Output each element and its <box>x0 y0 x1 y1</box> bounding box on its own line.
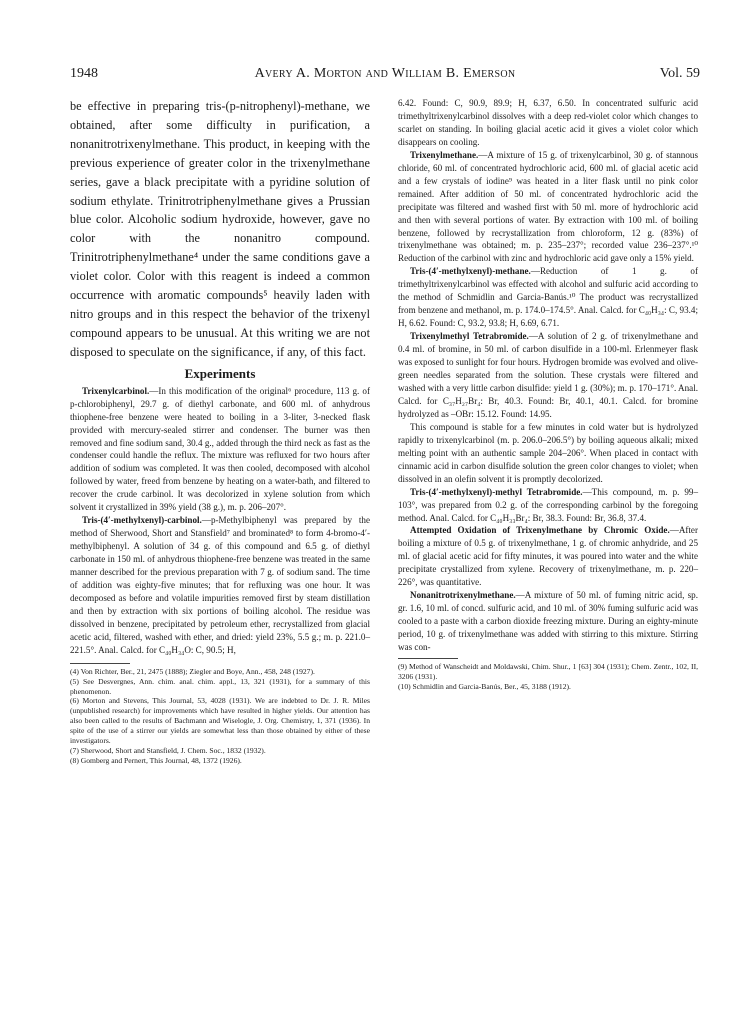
procedure-text: —Reduction of 1 g. of trimethyltrixenylcarbinol was effected with alcohol and sulfuric acid according to the method of Schmidlin and Garcia-Banús.¹⁰ The product was recrystallized from benzene and methanol, m. p. 174.0–174.5°. Anal. Calcd. for C₄₀H₃₄: C, 93.4; H, 6.62. Found: C, 93.2, 93.8; H, 6.69, 6.71. <box>398 266 698 329</box>
volume-label: Vol. 59 <box>659 66 700 81</box>
footnote: (9) Method of Wanscheidt and Moldawski, Chim. Shur., 1 [63] 304 (1931); Chem. Zentr., 102, II, 3206 (1931). <box>398 661 698 681</box>
procedure-methyl-tetrabromide <box>398 486 698 525</box>
footnote: (5) See Desvergnes, Ann. chim. anal. chim. appl., 13, 321 (1931), for a summary of this phenomenon. <box>70 676 370 696</box>
running-header <box>70 66 700 86</box>
procedure-text: —In this modification of the original⁶ procedure, 113 g. of p-chlorobiphenyl, 29.7 g. of diethyl carbonate, and 600 ml. of anhydrous thiophene-free benzene were heated to boiling in a 3-liter, 3-necked flask provided with mercury-sealed stirrer and condenser. The burner was then removed and fine sodium sand, 30.4 g., added through the third neck as fast as the condenser could handle the reflux. The mixture was refluxed for two hours after addition of sodium was completed. It was then cooled, decomposed with alcohol followed by water, freed from benzene by heating on a water-bath, and filtered to recover the crude carbinol. It was decolorized in xylene solution from which solvent it crystallized in 39% yield (38 g.), m. p. 206–207°. <box>70 385 370 513</box>
procedure-text: —A mixture of 15 g. of trixenylcarbinol, 30 g. of stannous chloride, 60 ml. of concentrated hydrochloric acid, 600 ml. of glacial acetic acid and a few crystals of iodine⁹ was heated in a liter flask until no pink color remained. After addition of 50 ml. of concentrated hydrochloric acid the precipitate was filtered and washed first with 50 ml. more of hydrochloric acid and then with several portions of water. By extraction with 100 ml. of boiling benzene, followed by recrystallization from chloroform, 12 g. (83%) of trixenylmethane was obtained; m. p. 235–237°; recorded value 236–237°.¹⁰ Reduction of the carbinol with zinc and hydrochloric acid gave only a 15% yield. <box>398 149 698 264</box>
procedure-text: —This compound, m. p. 99–103°, was prepared from 0.2 g. of the corresponding carbinol by the foregoing method. Anal. Calcd. for C₄₀H₃₃Br₄: Br, 38.3. Found: Br, 36.8, 37.4. <box>398 486 698 523</box>
procedure-methylxenyl-methane <box>398 265 698 330</box>
procedure-heading: Attempted Oxidation of Trixenylmethane by Chromic Oxide. <box>410 525 670 536</box>
intro-paragraph: be effective in preparing tris-(p-nitrophenyl)-methane, we obtained, after some difficulty in purification, a nonanitrotrixenylmethane. This product, in keeping with the previous experience of greater color in the trixenylmethane series, gave a black precipitate with a pyridine solution of sodium ethylate. Trinitrotriphenylmethane gives a Prussian blue color. Alcoholic sodium hydroxide, however, gave no color with the nonanitro compound. Trinitrotriphenylmethane⁴ under the same conditions gave a violet color. Color with this reagent is indeed a common occurrence with aromatic compounds⁵ heavily laden with nitro groups and in this respect the behavior of the trixenyl compound appears to be unusual. At this writing we are not disposed to speculate on the significance, if any, of this fact. <box>70 99 370 359</box>
stability-paragraph: This compound is stable for a few minutes in cold water but is hydrolyzed rapidly to trixenylcarbinol (m. p. 206.0–206.5°) by boiling aqueous alkali; mixed melting point with an authentic sample 204–206°. When placed in contact with cinnamic acid in carbon disulfide solution the green color changes to violet; when dissolved in an olefin solvent it is promptly decolorized. <box>398 421 698 484</box>
footnote-divider <box>70 663 130 664</box>
procedure-heading: Trixenylmethyl Tetrabromide. <box>410 331 529 342</box>
analysis-continuation: 6.42. Found: C, 90.9, 89.9; H, 6.37, 6.50. In concentrated sulfuric acid trimethyltrixenylcarbinol dissolves with a deep red-violet color which changes to scarlet on standing. In boiling glacial acetic acid it gives a violet color which disappears on cooling. <box>398 98 698 147</box>
section-title: Experiments <box>184 365 256 381</box>
footnote: (7) Sherwood, Short and Stansfield, J. Chem. Soc., 1832 (1932). <box>70 745 266 755</box>
procedure-text: —p-Methylbiphenyl was prepared by the method of Sherwood, Short and Stansfield⁷ and brominated⁸ to form 4-bromo-4′-methylbiphenyl. A solution of 34 g. of this compound and 6.5 g. of diethyl carbonate in 150 ml. of anhydrous thiophene-free benzene was treated in the same manner described for the previous preparation with 7 g. of sodium sand. The time of addition was eighty-five minutes; that for refluxing was one hour. It was decomposed as before and volatile impurities removed first by steam distillation and then by extraction with six portions of boiling alcohol. The residue was dissolved in benzene, precipitated by petroleum ether, recrystallized from glacial acetic acid, filtered, washed with ether, and dried: yield 23%, 5.5 g.; m. p. 221.0–221.5°. Anal. Calcd. for C₄₀H₃₄O: C, 90.5; H, <box>70 515 370 655</box>
procedure-tetrabromide <box>398 330 698 421</box>
procedure-text: —A solution of 2 g. of trixenylmethane and 0.4 ml. of bromine, in 50 ml. of carbon disulfide in a 100-ml. Erlenmeyer flask was exposed to sunlight for four hours. Hydrogen bromide was evolved and olive-green needles separated from the solution. These crystals were filtered and washed with a very little carbon disulfide: yield 1 g. (30%); m. p. 170–171°. Anal. Calcd. for C₃₇H₂₇Br₄: Br, 40.3. Found: Br, 40.1, 40.1. Calcd. for bromine hydrolyzed as –OBr: 15.12. Found: 14.95. <box>398 331 698 419</box>
footnote-divider <box>398 658 458 659</box>
footnotes-left <box>70 667 370 766</box>
procedure-heading: Trixenylmethane. <box>410 149 479 160</box>
procedure-trixenylcarbinol <box>70 385 370 515</box>
procedure-oxidation <box>398 524 698 589</box>
procedure-heading: Tris-(4′-methylxenyl)-methyl Tetrabromide. <box>410 486 583 497</box>
right-column <box>398 97 698 692</box>
footnote: (10) Schmidlin and Garcia-Banús, Ber., 45, 3188 (1912). <box>398 681 571 691</box>
procedure-trixenylmethane <box>398 149 698 266</box>
procedure-nonanitro <box>398 589 698 654</box>
page-number: 1948 <box>70 66 98 81</box>
procedure-heading: Tris-(4′-methylxenyl)-methane. <box>410 266 531 277</box>
footnote: (4) Von Richter, Ber., 21, 2475 (1888); Ziegler and Boye, Ann., 458, 248 (1927). <box>70 666 315 676</box>
procedure-heading: Tris-(4′-methylxenyl)-carbinol. <box>82 515 202 526</box>
footnote: (8) Gomberg and Pernert, This Journal, 48, 1372 (1926). <box>70 755 242 765</box>
footnote: (6) Morton and Stevens, This Journal, 53, 4028 (1931). We are indebted to Dr. J. R. Miles (unpublished research) for improvements which have resulted in higher yields. Our attention has also been called to the results of Bachmann and Wiselogle, J. Org. Chemistry, 1, 371 (1936). In spite of the use of a stirrer our yields are somewhat less than those obtained by either of these investigators. <box>70 696 370 746</box>
procedure-heading: Nonanitrotrixenylmethane. <box>410 590 516 601</box>
procedure-text: —After boiling a mixture of 0.5 g. of trixenylmethane, 1 g. of chromic anhydride, and 25 ml. of glacial acetic acid for fifty minutes, it was poured into water and the white precipitate crystallized from xylene. Recovery of trixenylmethane, m. p. 220–226°, was quantitative. <box>398 525 698 588</box>
procedure-heading: Trixenylcarbinol. <box>82 385 150 396</box>
footnotes-right <box>398 662 698 692</box>
procedure-text: —A mixture of 50 ml. of fuming nitric acid, sp. gr. 1.6, 10 ml. of concd. sulfuric acid, and 10 ml. of 30% fuming sulfuric acid was cooled to a paste with a carbon dioxide freezing mixture. During an eighty-minute period, 10 g. of trixenylmethane was added with stirring to this mixture. Stirring was con- <box>398 590 698 653</box>
procedure-methylxenyl-carbinol <box>70 514 370 656</box>
running-authors: Avery A. Morton and William B. Emerson <box>254 66 516 81</box>
left-column <box>70 97 370 766</box>
